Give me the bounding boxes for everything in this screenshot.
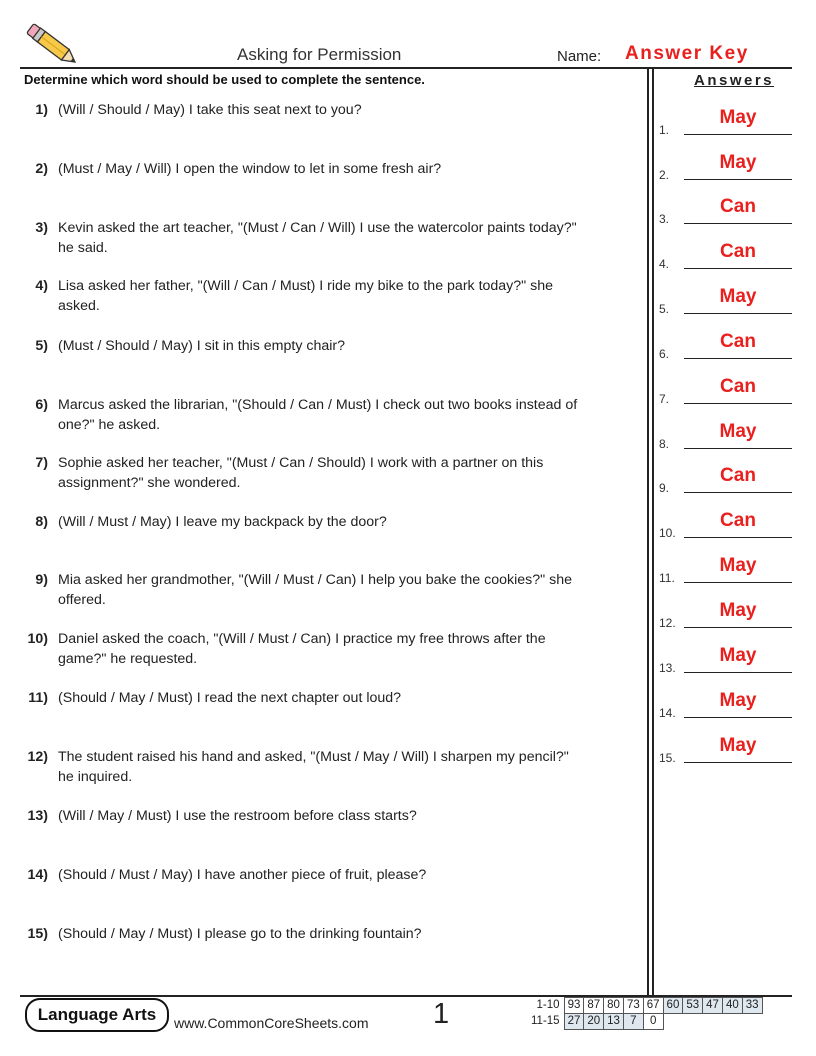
answer-item	[659, 286, 799, 316]
question-number: 12)	[27, 749, 48, 765]
score-cell: 67	[643, 998, 663, 1014]
answer-item	[659, 241, 799, 271]
answer-number: 6.	[659, 347, 670, 361]
score-row-label: 11-15	[531, 1015, 560, 1027]
score-cell: 13	[604, 1014, 624, 1030]
question-text: (Will / Must / May) I leave my backpack by the door?	[58, 514, 387, 530]
answer-item	[659, 690, 799, 720]
score-cell: 20	[584, 1014, 604, 1030]
question-number: 2)	[35, 161, 48, 177]
answers-heading: Answers	[694, 72, 775, 89]
question-text: Mia asked her grandmother, "(Will / Must / Can) I help you bake the cookies?" she offered.	[58, 572, 572, 608]
score-cell: 0	[643, 1014, 663, 1030]
question-text: Sophie asked her teacher, "(Must / Can / Should) I work with a partner on this assignment?" she wondered.	[58, 455, 544, 491]
answer-number: 14.	[659, 706, 676, 720]
answer-word: May	[719, 421, 757, 442]
page-number: 1	[433, 998, 450, 1030]
answer-item	[659, 421, 799, 451]
answer-item	[659, 645, 799, 675]
score-cell: 87	[584, 998, 604, 1014]
answer-word: May	[719, 735, 757, 756]
worksheet-title: Asking for Permission	[237, 45, 402, 64]
answer-number: 11.	[659, 571, 675, 585]
question-text: (Must / Should / May) I sit in this empty chair?	[58, 338, 345, 354]
question-text: (Should / May / Must) I please go to the drinking fountain?	[58, 926, 422, 942]
score-cell: 7	[623, 1014, 643, 1030]
answer-key-label: Answer Key	[625, 43, 749, 64]
score-cell: 80	[604, 998, 624, 1014]
answer-line	[684, 313, 792, 314]
score-cell: 53	[683, 998, 703, 1014]
answer-item	[659, 600, 799, 630]
answer-line	[684, 403, 792, 404]
question-number: 6)	[35, 397, 48, 413]
answer-line	[684, 672, 792, 673]
score-cell: 60	[663, 998, 683, 1014]
score-cell: 33	[742, 998, 762, 1014]
answer-number: 12.	[659, 616, 676, 630]
question-text: (Must / May / Will) I open the window to let in some fresh air?	[58, 161, 442, 177]
question-number: 11)	[28, 690, 48, 706]
top-rule	[20, 67, 792, 69]
answer-word: May	[719, 107, 757, 128]
question-number: 8)	[35, 514, 48, 530]
question-number: 13)	[27, 808, 48, 824]
question-text: Lisa asked her father, "(Will / Can / Must) I ride my bike to the park today?" she asked.	[58, 278, 554, 314]
score-row	[528, 998, 762, 1014]
answer-number: 10.	[659, 526, 676, 540]
column-divider	[652, 68, 654, 995]
answer-word: Can	[720, 331, 756, 352]
answer-word: Can	[720, 241, 756, 262]
answer-word: May	[719, 600, 757, 621]
answer-number: 15.	[659, 751, 676, 765]
score-cell: 40	[722, 998, 742, 1014]
question-number: 4)	[35, 278, 48, 294]
question-text: (Should / May / Must) I read the next chapter out loud?	[58, 690, 402, 706]
answer-item	[659, 376, 799, 406]
answer-line	[684, 492, 792, 493]
question-text: Kevin asked the art teacher, "(Must / Can / Will) I use the watercolor paints today?" he said.	[58, 220, 577, 256]
answer-item	[659, 107, 799, 137]
question-number: 1)	[35, 102, 48, 118]
question-number: 9)	[35, 572, 48, 588]
answer-line	[684, 223, 792, 224]
answer-item	[659, 555, 799, 585]
answer-number: 13.	[659, 661, 676, 675]
score-row	[528, 1014, 762, 1030]
answer-item	[659, 152, 799, 182]
score-table	[528, 997, 763, 1030]
answer-line	[684, 179, 792, 180]
question-number: 14)	[27, 867, 48, 883]
answer-word: May	[719, 645, 757, 666]
answer-number: 5.	[659, 302, 670, 316]
answer-number: 9.	[659, 481, 670, 495]
answer-item	[659, 510, 799, 540]
answer-number: 2.	[659, 168, 670, 182]
answer-item	[659, 196, 799, 226]
score-cell: 27	[564, 1014, 584, 1030]
answer-number: 3.	[659, 212, 670, 226]
answer-word: Can	[720, 510, 756, 531]
answer-word: May	[719, 152, 757, 173]
question-text: Marcus asked the librarian, "(Should / Can / Must) I check out two books instead of one?" he asked.	[58, 397, 578, 433]
answer-item	[659, 331, 799, 361]
answer-line	[684, 627, 792, 628]
answer-number: 8.	[659, 437, 670, 451]
answer-item	[659, 465, 799, 495]
question-number: 10)	[27, 631, 48, 647]
instructions: Determine which word should be used to complete the sentence.	[24, 72, 425, 87]
question-number: 5)	[35, 338, 48, 354]
answer-line	[684, 448, 792, 449]
answer-word: Can	[720, 196, 756, 217]
question-number: 15)	[27, 926, 48, 942]
score-cell: 47	[703, 998, 723, 1014]
pencil-icon	[22, 22, 82, 70]
answer-word: May	[719, 555, 757, 576]
question-number: 3)	[35, 220, 48, 236]
question-text: (Should / Must / May) I have another piece of fruit, please?	[58, 867, 427, 883]
answer-word: Can	[720, 376, 756, 397]
question-text: (Will / May / Must) I use the restroom before class starts?	[58, 808, 417, 824]
answer-line	[684, 537, 792, 538]
subject-badge: Language Arts	[25, 998, 169, 1032]
website-link[interactable]: www.CommonCoreSheets.com	[174, 1015, 369, 1031]
score-cell: 73	[623, 998, 643, 1014]
answer-line	[684, 582, 792, 583]
question-text: Daniel asked the coach, "(Will / Must / Can) I practice my free throws after the game?" he requested.	[58, 631, 546, 667]
answer-word: May	[719, 286, 757, 307]
answer-line	[684, 717, 792, 718]
question-text: The student raised his hand and asked, "(Must / May / Will) I sharpen my pencil?" he inquired.	[58, 749, 569, 785]
score-row-label: 1-10	[536, 999, 560, 1011]
answer-line	[684, 268, 792, 269]
answer-line	[684, 358, 792, 359]
answer-line	[684, 134, 792, 135]
answer-line	[684, 762, 792, 763]
answer-number: 7.	[659, 392, 670, 406]
answer-word: Can	[720, 465, 756, 486]
question-number: 7)	[35, 455, 48, 471]
answer-item	[659, 735, 799, 765]
score-cell: 93	[564, 998, 584, 1014]
answer-number: 1.	[659, 123, 670, 137]
answer-number: 4.	[659, 257, 670, 271]
question-text: (Will / Should / May) I take this seat next to you?	[58, 102, 362, 118]
answer-word: May	[719, 690, 757, 711]
name-label: Name:	[557, 48, 602, 65]
